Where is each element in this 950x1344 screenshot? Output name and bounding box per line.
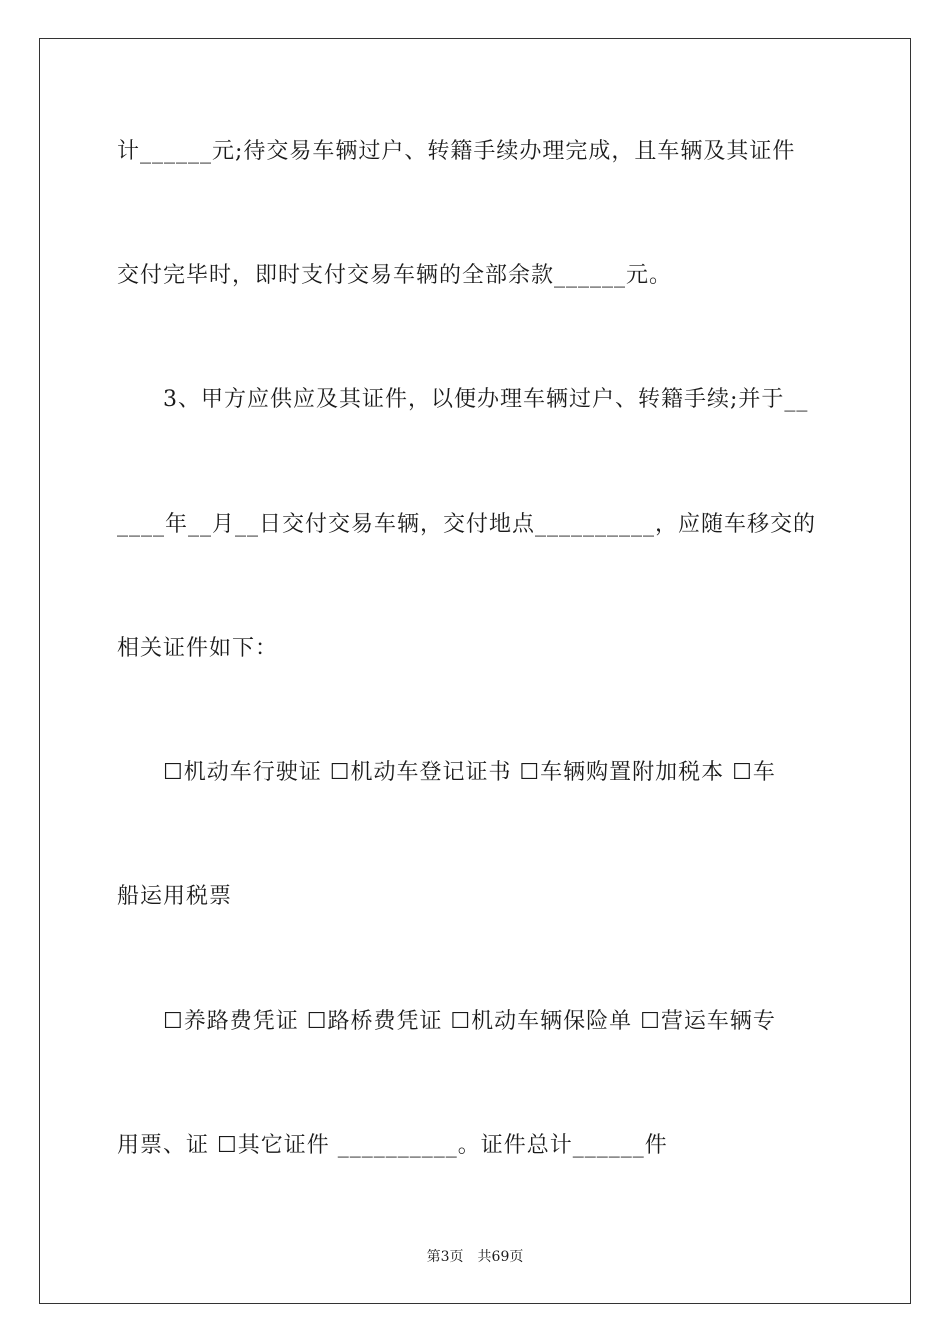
- body-line-7: 船运用税票: [117, 884, 233, 909]
- body-line-3: 3、甲方应供应及其证件，以便办理车辆过户、转籍手续;并于__: [163, 387, 809, 412]
- body-line-9: 用票、证 ☐其它证件 __________。证件总计______件: [117, 1133, 668, 1158]
- page-footer: [0, 1247, 950, 1267]
- page-number-current: 第3页: [426, 1249, 464, 1265]
- body-line-6: ☐机动车行驶证 ☐机动车登记证书 ☐车辆购置附加税本 ☐车: [163, 760, 776, 785]
- body-line-5: 相关证件如下：: [117, 636, 279, 661]
- body-line-1: 计______元;待交易车辆过户、转籍手续办理完成，且车辆及其证件: [117, 139, 796, 164]
- page-border: [39, 38, 911, 1304]
- body-line-4: ____年__月__日交付交易车辆，交付地点__________，应随车移交的: [117, 512, 817, 537]
- body-line-2: 交付完毕时，即时支付交易车辆的全部余款______元。: [117, 263, 673, 288]
- body-line-8: ☐养路费凭证 ☐路桥费凭证 ☐机动车辆保险单 ☐营运车辆专: [163, 1009, 776, 1034]
- page-number-total: 共69页: [477, 1249, 524, 1265]
